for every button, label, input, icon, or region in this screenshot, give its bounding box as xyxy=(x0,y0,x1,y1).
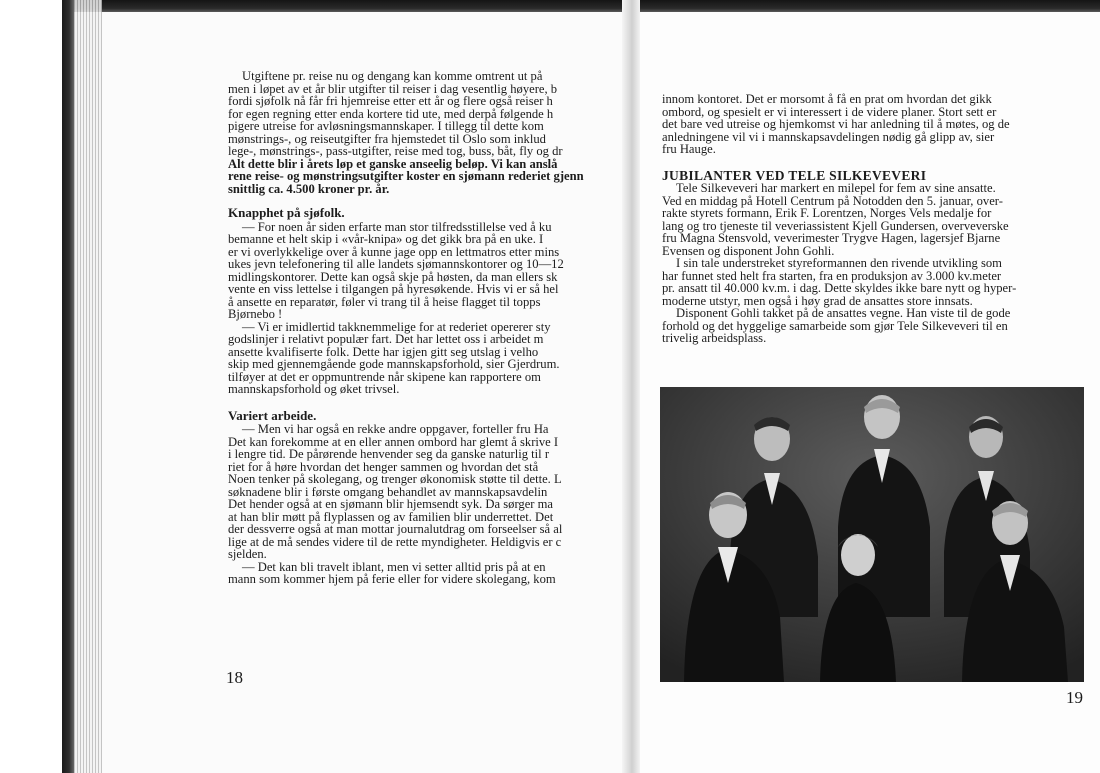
text-line: vente en viss lettelse i tilgangen på hyresøkende. Hvis vi er så hel xyxy=(228,282,559,296)
text-line: pr. ansatt til 40.000 kv.m. i dag. Dette skyldes ikke bare nytt og hyper- xyxy=(662,281,1017,295)
text-line: Ved en middag på Hotell Centrum på Notodden den 5. januar, over- xyxy=(662,193,1003,208)
text-line: bemanne et helt skip i «vår-knipa» og det gikk bra på en uke. I xyxy=(228,232,544,246)
text-line: Det hender også at en sjømann blir hjemsendt syk. Da sørger ma xyxy=(228,497,554,511)
page-edge-stack xyxy=(74,0,102,773)
text-line: forhold og det hyggelige samarbeide som gjør Tele Silkeveveri til en xyxy=(662,318,1008,333)
text-line: Bjørnebo ! xyxy=(228,307,283,321)
text-line: Tele Silkeveveri har markert en milepel for fem av sine ansatte. xyxy=(676,181,996,195)
bold-text-line: rene reise- og mønstringsutgifter koster en sjømann rederiet gjenn xyxy=(228,169,584,183)
text-line: lege-, mønstrings-, pass-utgifter, reise med tog, buss, båt, fly og dr xyxy=(228,144,563,158)
text-line: Det kan forekomme at en eller annen ombord har glemt å skrive I xyxy=(228,434,559,449)
text-line: mønstrings-, og reiseutgifter fra hjemstedet til Oslo som inklud xyxy=(228,131,546,146)
text-line: godslinjer i relativt populær fart. Det har lettet oss i arbeidet m xyxy=(228,332,544,346)
article-heading: JUBILANTER VED TELE SILKEVEVERI xyxy=(662,167,927,183)
text-line: I sin tale understreket styreformannen den rivende utvikling som xyxy=(676,256,1002,270)
text-line: — Det kan bli travelt iblant, men vi setter alltid pris på at en xyxy=(242,559,546,574)
text-line: Disponent Gohli takket på de ansattes vegne. Han viste til de gode xyxy=(676,306,1011,320)
text-line: pigere utreise for avløsningsmannskaper. I tillegg til dette kom xyxy=(228,119,544,133)
group-photo xyxy=(660,387,1084,682)
text-line: ukes jevn telefonering til alle landets sjømannskontorer og 10—12 xyxy=(228,257,564,271)
left-paragraph-3 xyxy=(228,321,622,396)
page-number-right: 19 xyxy=(1066,688,1083,707)
left-paragraph-1 xyxy=(228,70,622,195)
subheading-variert: Variert arbeide. xyxy=(228,407,317,423)
bold-text-line: Alt dette blir i årets løp et ganske anseelig beløp. Vi kan anslå xyxy=(228,156,558,171)
text-line: at han blir møtt på flyplassen og av familien blir underrettet. Det xyxy=(228,509,554,524)
text-line: skip med gjennemgående gode mannskapsforhold, sier Gjerdrum. xyxy=(228,357,560,371)
bold-text-line: snittlig ca. 4.500 kroner pr. år. xyxy=(228,181,390,196)
text-line: fru Magna Stensvold, veverimester Trygve Hagen, lagersjef Bjarne xyxy=(662,231,1001,245)
text-line: fru Hauge. xyxy=(662,142,716,156)
text-line: fordi sjøfolk nå får fri hjemreise etter ett år og flere også reiser h xyxy=(228,94,553,108)
text-line: søknadene blir i første omgang behandlet av mannskapsavdelin xyxy=(228,484,548,499)
right-page-text xyxy=(662,93,1086,345)
text-line: har funnet sted helt fra starten, fra en produksjon av 3.000 kv.meter xyxy=(662,268,1002,283)
text-line: er vi overlykkelige over å kunne jage opp en lettmatros etter mins xyxy=(228,244,560,259)
text-line: anledningene vil vi i mannskapsavdelingen nødig gå glipp av, sier xyxy=(662,129,995,144)
text-line: riet for å høre hvordan det henger sammen og hvordan det stå xyxy=(228,459,539,474)
group-photo-image xyxy=(660,387,1084,682)
text-line: moderne utstyr, men også i høy grad de ansattes store innsats. xyxy=(662,293,973,308)
scan-left-border xyxy=(62,0,74,773)
text-line: rakte styrets formann, Erik F. Lorentzen, Norges Vels medalje for xyxy=(662,206,992,220)
right-paragraph-1 xyxy=(662,93,1086,156)
text-line: sjelden. xyxy=(228,547,267,561)
text-line: — For noen år siden erfarte man stor tilfredsstillelse ved å ku xyxy=(242,219,552,234)
text-line: mann som kommer hjem på ferie eller for videre skolegang, kom xyxy=(228,572,556,586)
text-line: trivelig arbeidsplass. xyxy=(662,331,767,345)
scan-top-border xyxy=(62,0,1100,12)
subheading-knapphet: Knapphet på sjøfolk. xyxy=(228,205,345,220)
text-line: tilføyer at det er oppmuntrende når skipene kan rapportere om xyxy=(228,369,541,384)
text-line: — Vi er imidlertid takknemmelige for at rederiet opererer sty xyxy=(242,319,551,334)
text-line: men i løpet av et år blir utgifter til reiser i dag vesentlig høyere, b xyxy=(228,81,558,96)
right-paragraph-3 xyxy=(662,257,1086,307)
text-line: midlingskontorer. Dette kan også skje på høsten, da man ellers sk xyxy=(228,269,558,284)
text-line: ombord, og spesielt er vi interessert i de videre planer. Stort sett er xyxy=(662,104,997,119)
page-number-left: 18 xyxy=(226,668,243,687)
right-paragraph-4 xyxy=(662,307,1086,345)
left-paragraph-4 xyxy=(228,423,622,561)
text-line: Utgiftene pr. reise nu og dengang kan komme omtrent ut på xyxy=(242,70,543,83)
text-line: lige at de må sendes videre til de rette myndigheter. Heldigvis er c xyxy=(228,534,562,549)
left-paragraph-5 xyxy=(228,561,622,586)
left-paragraph-2 xyxy=(228,221,622,321)
left-page-text xyxy=(228,70,622,586)
text-line: ansette kvalifiserte folk. Dette har igjen gitt seg utslag i velho xyxy=(228,344,539,359)
text-line: for egen regning etter enda kortere tid ute, med derpå følgende h xyxy=(228,106,554,121)
text-line: Noen tenker på skolegang, og trenger økonomisk støtte til dette. L xyxy=(228,472,562,486)
text-line: innom kontoret. Det er morsomt å få en prat om hvordan det gikk xyxy=(662,92,992,106)
text-line: i lengre tid. De pårørende henvender seg da ganske naturlig til r xyxy=(228,447,550,461)
text-line: mannskapsforhold og øket trivsel. xyxy=(228,382,400,396)
text-line: der dessverre også at man mottar journalutdrag om forseelser så al xyxy=(228,522,563,536)
right-paragraph-2 xyxy=(662,182,1086,257)
text-line: det bare ved utreise og hjemkomst vi har anledning til å møtes, og de xyxy=(662,117,1010,131)
text-line: Evensen og disponent John Gohli. xyxy=(662,243,835,258)
text-line: — Men vi har også en rekke andre oppgaver, forteller fru Ha xyxy=(242,422,549,436)
text-line: å ansette en reparatør, føler vi trang til å heise flagget til topps xyxy=(228,294,541,309)
text-line: lang og tro tjeneste til veveriassistent Kjell Gundersen, overveverske xyxy=(662,218,1009,233)
book-gutter xyxy=(622,0,640,773)
